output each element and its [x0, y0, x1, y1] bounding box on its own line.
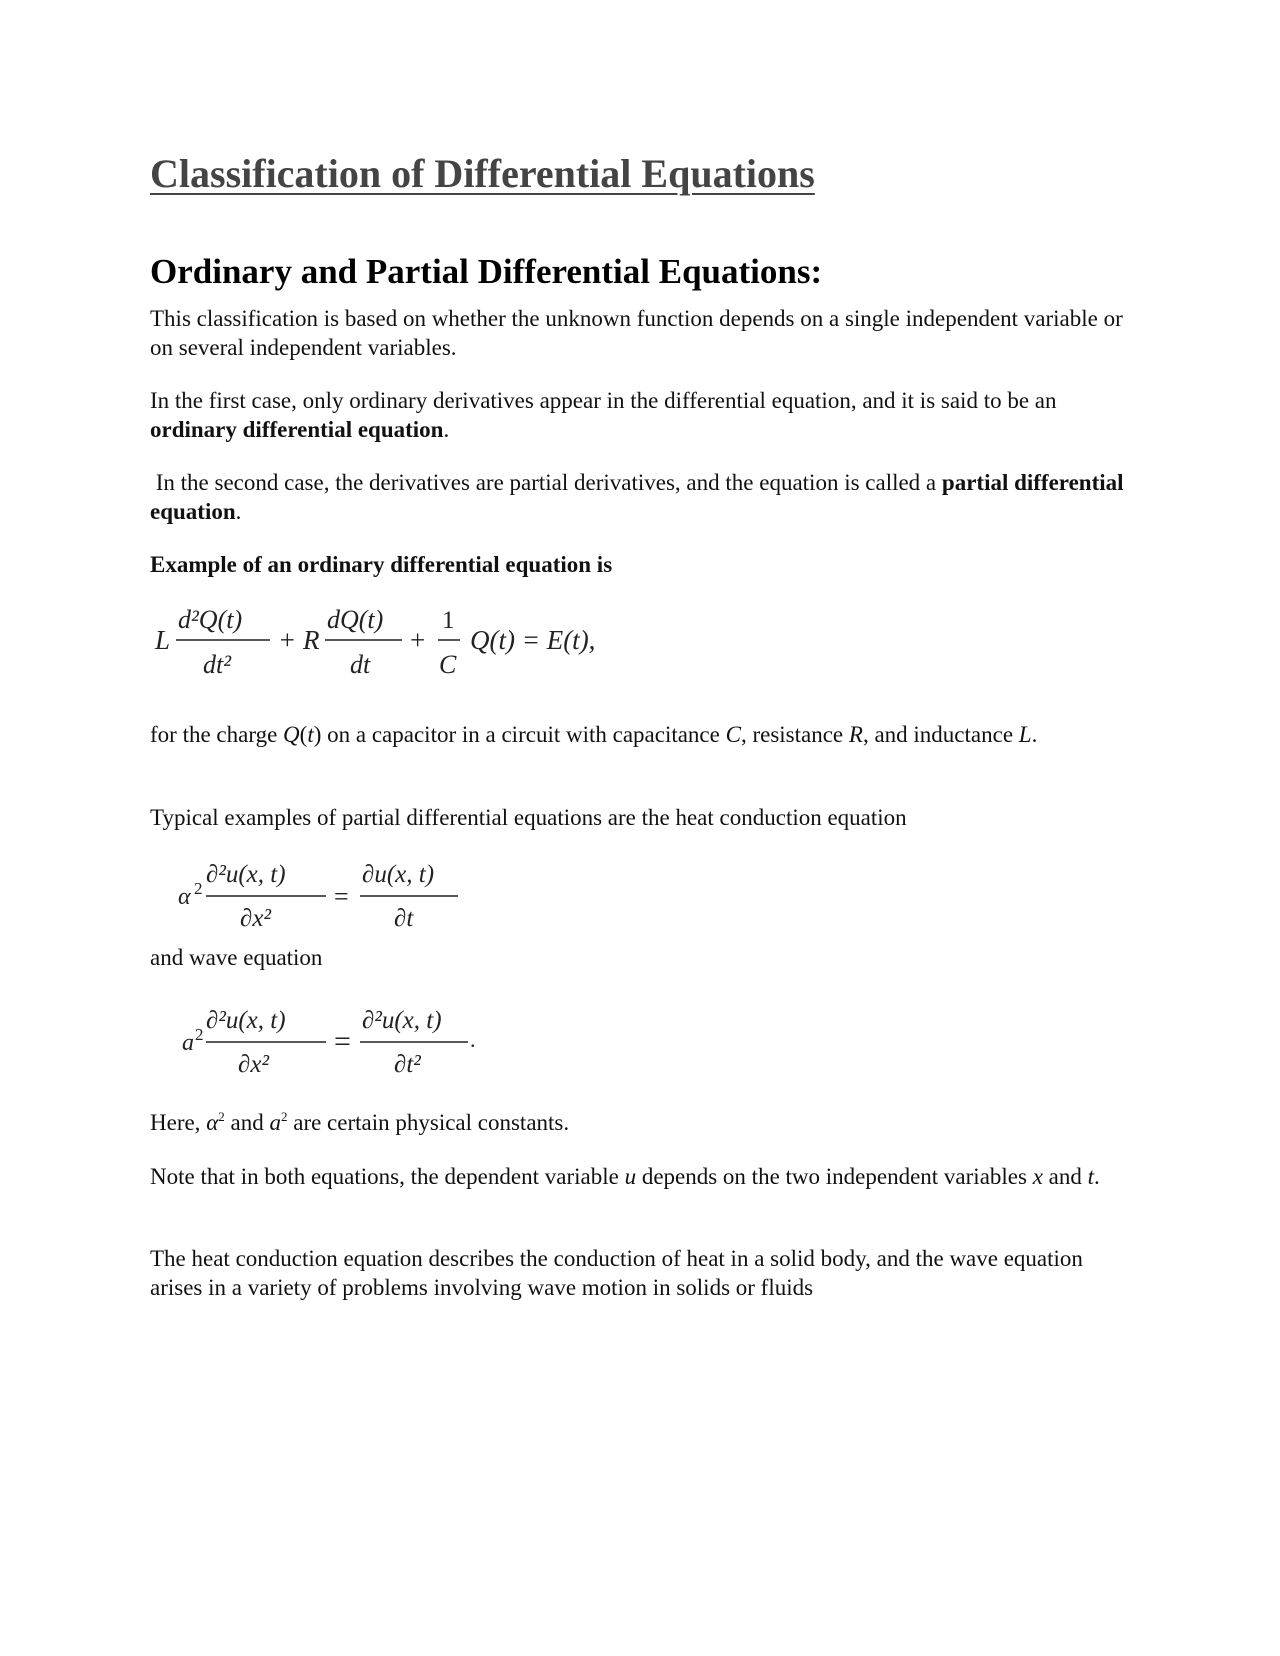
eq-ode-plus2: + — [410, 625, 426, 655]
wave-equation — [150, 994, 510, 1089]
eq-ode-den3: C — [439, 650, 457, 679]
eq-wave-exp: 2 — [195, 1025, 204, 1044]
paragraph-variables: Note that in both equations, the dependent variable u depends on the two independent variables x and t. — [150, 1164, 1100, 1189]
paragraph-pde-examples: Typical examples of partial differential equations are the heat conduction equation — [150, 805, 907, 830]
heat-equation — [150, 848, 490, 943]
paragraph-partial: In the second case, the derivatives are partial derivatives, and the equation is called a partial differential equation. — [150, 470, 1124, 524]
term-ordinary: ordinary differential equation — [150, 417, 444, 442]
eq-ode-den2: dt — [350, 650, 371, 679]
eq-wave-num-right: ∂²u(x, t) — [362, 1007, 442, 1034]
eq-ode-num1: d²Q(t) — [178, 605, 243, 634]
ode-equation — [150, 596, 670, 691]
eq-heat-coef: α — [178, 884, 191, 910]
eq-heat-equals: = — [334, 882, 349, 911]
eq-ode-den1: dt² — [203, 650, 232, 679]
section-heading: Ordinary and Partial Differential Equations: — [150, 252, 823, 291]
eq-wave-den-left: ∂x² — [238, 1051, 269, 1078]
eq-heat-den-right: ∂t — [394, 905, 414, 932]
eq-wave-dot: . — [470, 1027, 476, 1052]
paragraph-charge: for the charge Q(t) on a capacitor in a circuit with capacitance C, resistance R, and inductance L. — [150, 722, 1038, 747]
paragraph-intro: This classification is based on whether the unknown function depends on a single independent variable or on several independent variables. — [150, 306, 1123, 360]
eq-ode-num3: 1 — [442, 607, 455, 634]
eq-heat-den-left: ∂x² — [240, 905, 271, 932]
page-title: Classification of Differential Equations — [150, 151, 815, 196]
eq-heat-num-right: ∂u(x, t) — [362, 861, 435, 888]
example-label: Example of an ordinary differential equation is — [150, 552, 613, 577]
eq-heat-exp: 2 — [194, 879, 203, 898]
paragraph-conclusion: The heat conduction equation describes the conduction of heat in a solid body, and the wave equation arises in a variety of problems involving wave motion in solids or fluids — [150, 1246, 1083, 1300]
paragraph-wave-intro: and wave equation — [150, 945, 323, 970]
eq-ode-rhs: Q(t) = E(t), — [470, 625, 596, 655]
eq-wave-den-right: ∂t² — [394, 1051, 421, 1078]
eq-ode-plus1: + R — [278, 625, 320, 655]
eq-wave-coef: a — [182, 1030, 194, 1056]
paragraph-constants: Here, $\alpha^2$ and $a^2$ are certain physical constants. — [150, 1109, 570, 1135]
term-partial: partial differential equation — [150, 470, 1124, 524]
eq-ode-L: L — [155, 625, 171, 655]
paragraph-ordinary: In the first case, only ordinary derivatives appear in the differential equation, and it is said to be an ordinary differential equation. — [150, 388, 1057, 442]
eq-heat-num-left: ∂²u(x, t) — [206, 861, 286, 888]
eq-ode-num2: dQ(t) — [327, 605, 384, 634]
eq-wave-num-left: ∂²u(x, t) — [206, 1007, 286, 1034]
eq-wave-equals: = — [334, 1025, 351, 1058]
